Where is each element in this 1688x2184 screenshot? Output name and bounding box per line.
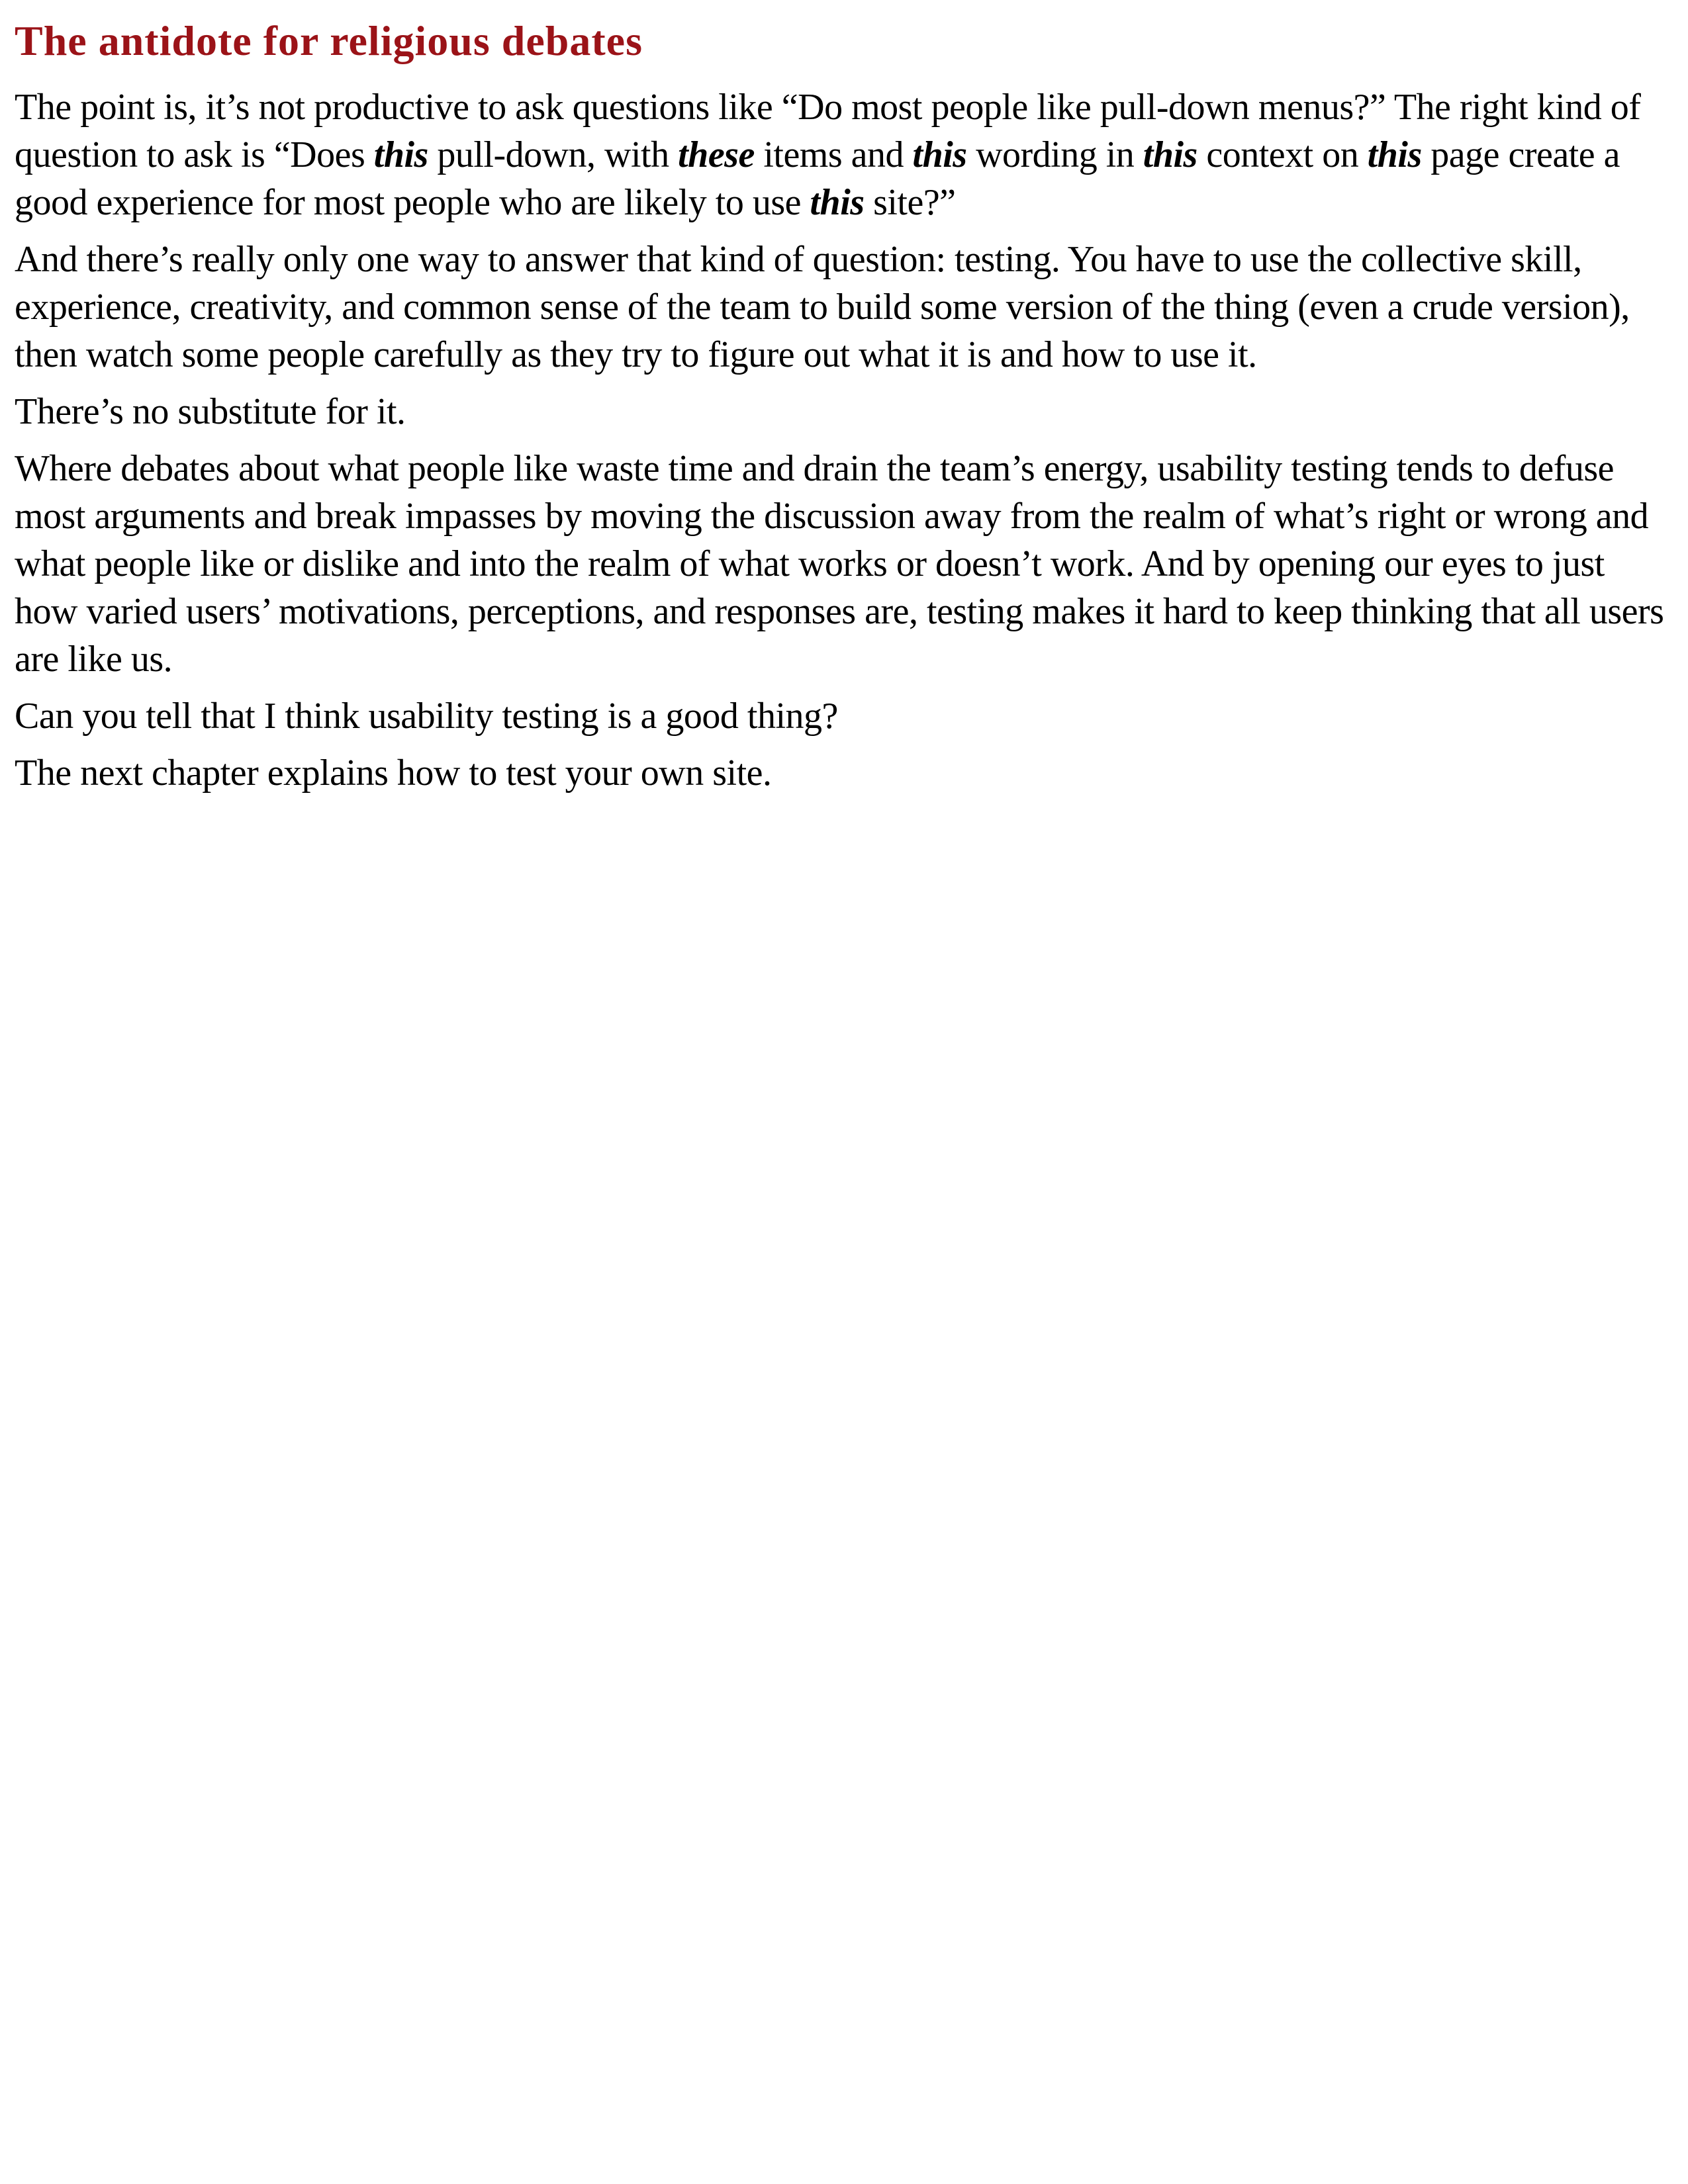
emphasis-this: this xyxy=(373,134,428,175)
paragraph-text: The point is, it’s not productive to ask questions like “Do most people like pull-down menus?” The right kind of question to ask is “Does xyxy=(15,87,1641,175)
paragraph-text: items and xyxy=(754,134,913,175)
paragraph-text: page create a good experience for most people who are likely to use xyxy=(15,134,1620,223)
emphasis-this: this xyxy=(1143,134,1197,175)
paragraph-no-substitute: There’s no substitute for it. xyxy=(15,391,406,432)
paragraph-debates: Where debates about what people like waste time and drain the team’s energy, usability testing tends to defuse most arguments and break impasses by moving the discussion away from the realm of what’s right or wrong and what people like or dislike and into the realm of what works or doesn’t work. And by opening our eyes to just how varied users’ motivations, perceptions, and responses are, testing makes it hard to keep thinking that all users are like us. xyxy=(15,448,1664,680)
paragraph-questions xyxy=(15,83,1673,226)
paragraph-good-thing: Can you tell that I think usability testing is a good thing? xyxy=(15,696,838,737)
paragraph-testing: And there’s really only one way to answer that kind of question: testing. You have to use the collective skill, experience, creativity, and common sense of the team to build some version of the thing (even a crude version), then watch some people carefully as they try to figure out what it is and how to use it. xyxy=(15,239,1630,375)
emphasis-this: this xyxy=(1367,134,1422,175)
paragraph-text: context on xyxy=(1197,134,1368,175)
document-page xyxy=(15,0,1673,797)
emphasis-these: these xyxy=(678,134,755,175)
emphasis-this: this xyxy=(810,182,865,223)
paragraph-text: site?” xyxy=(864,182,956,223)
emphasis-this: this xyxy=(912,134,967,175)
section-heading: The antidote for religious debates xyxy=(15,17,643,64)
paragraph-text: pull-down, with xyxy=(428,134,679,175)
paragraph-next-chapter: The next chapter explains how to test your own site. xyxy=(15,752,772,794)
paragraph-text: wording in xyxy=(966,134,1143,175)
